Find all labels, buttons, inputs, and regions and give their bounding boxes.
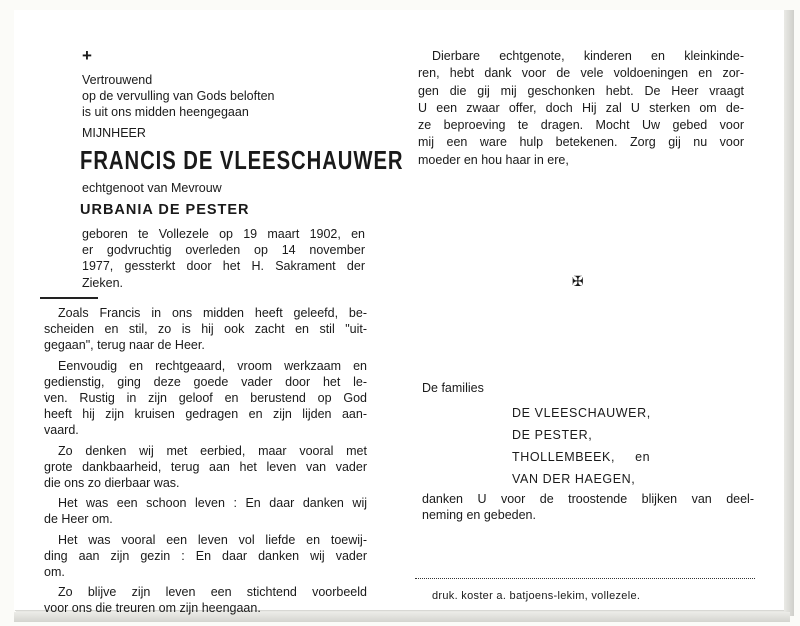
families-list: [512, 402, 651, 490]
intro-line: op de vervulling van Gods beloften: [82, 89, 275, 104]
eulogy-line: ven. Rustig in zijn geloof en berustend op God: [44, 391, 367, 406]
intro-line: MIJNHEER: [82, 125, 146, 140]
family-name: THOLLEMBEEK, en: [512, 450, 651, 464]
families-label: De families: [422, 381, 484, 395]
eulogy-line: grote dankbaarheid, terug aan het leven van vader: [44, 459, 367, 474]
birth-death-line: Zieken.: [82, 275, 123, 290]
eulogy-line: heeft hij zijn kruisen gedragen en zijn lijden aan-: [44, 407, 367, 422]
thanks-block: [422, 491, 754, 523]
eulogy-line: Zoals Francis in ons midden heeft geleefd, be-: [58, 306, 367, 320]
section-divider: [40, 297, 98, 299]
spouse-label: echtgenoot van Mevrouw: [82, 181, 222, 195]
farewell-line: moeder en hou haar in ere,: [418, 152, 569, 167]
family-name: DE PESTER,: [512, 428, 593, 442]
farewell-line: mij een ware hulp betekenen. Zorg gij nu voor: [418, 135, 744, 150]
thanks-line: neming en gebeden.: [422, 508, 536, 523]
birth-death-line: 1977, gessterkt door het H. Sakrament der: [82, 259, 365, 274]
family-name: DE VLEESCHAUWER,: [512, 406, 651, 420]
farewell-line: gen die gij mij geschonken hebt. De Heer vraagt: [418, 83, 744, 98]
dotted-rule: [415, 578, 755, 579]
eulogy-line: om.: [44, 565, 65, 580]
card-edge-shadow: [784, 10, 794, 616]
eulogy-line: Zo blijve zijn leven een stichtend voorbeeld: [58, 585, 367, 600]
farewell-line: Dierbare echtgenote, kinderen en kleinkinde-: [432, 49, 744, 63]
cross-icon: +: [82, 46, 92, 65]
intro-block: [82, 72, 412, 141]
intro-line: Vertrouwend: [82, 73, 153, 87]
deceased-name: FRANCIS DE VLEESCHAUWER: [80, 145, 404, 175]
eulogy-line: vaard.: [44, 423, 79, 438]
thanks-line: danken U voor de troostende blijken van deel-: [422, 492, 754, 506]
family-name: VAN DER HAEGEN,: [512, 472, 636, 486]
intro-line: is uit ons midden heengegaan: [82, 105, 249, 120]
eulogy-line: ding aan zijn gezin : En daar danken wij vader: [44, 548, 367, 563]
eulogy-line: scheiden en stil, zo is hij ook zacht en stil "uit-: [44, 322, 367, 337]
cross-icon: ✠: [572, 273, 584, 289]
birth-death-block: [82, 226, 365, 291]
eulogy-line: die ons zo dierbaar was.: [44, 476, 180, 491]
farewell-line: ze beproeving te dragen. Mocht Uw gebed voor: [418, 118, 744, 133]
eulogy-line: gedienstig, ging deze goede vader door het le-: [44, 374, 367, 389]
eulogy-line: Zo denken wij met eerbied, maar vooral met: [58, 443, 367, 458]
eulogy-line: gegaan", terug naar de Heer.: [44, 338, 205, 353]
eulogy-line: Eenvoudig en rechtgeaard, vroom werkzaam en: [58, 358, 367, 373]
eulogy-line: Het was vooral een leven vol liefde en toewij-: [58, 532, 367, 547]
farewell-line: U een zwaar offer, doch Hij zal U sterken om de-: [418, 100, 744, 115]
printer-credit: druk. koster a. batjoens-lekim, vollezele.: [432, 590, 641, 602]
farewell-text: [418, 48, 744, 169]
birth-death-line: er godvruchtig overleden op 14 november: [82, 243, 365, 258]
birth-death-line: geboren te Vollezele op 19 maart 1902, en: [82, 227, 365, 241]
spouse-name: URBANIA DE PESTER: [80, 202, 250, 218]
eulogy-line: de Heer om.: [44, 512, 113, 527]
eulogy-text: [44, 305, 367, 617]
farewell-line: ren, hebt dank voor de vele voldoeningen en zor-: [418, 66, 744, 81]
eulogy-line: Het was een schoon leven : En daar danken wij: [58, 496, 367, 511]
eulogy-line: voor ons die treuren om zijn heengaan.: [44, 601, 261, 616]
